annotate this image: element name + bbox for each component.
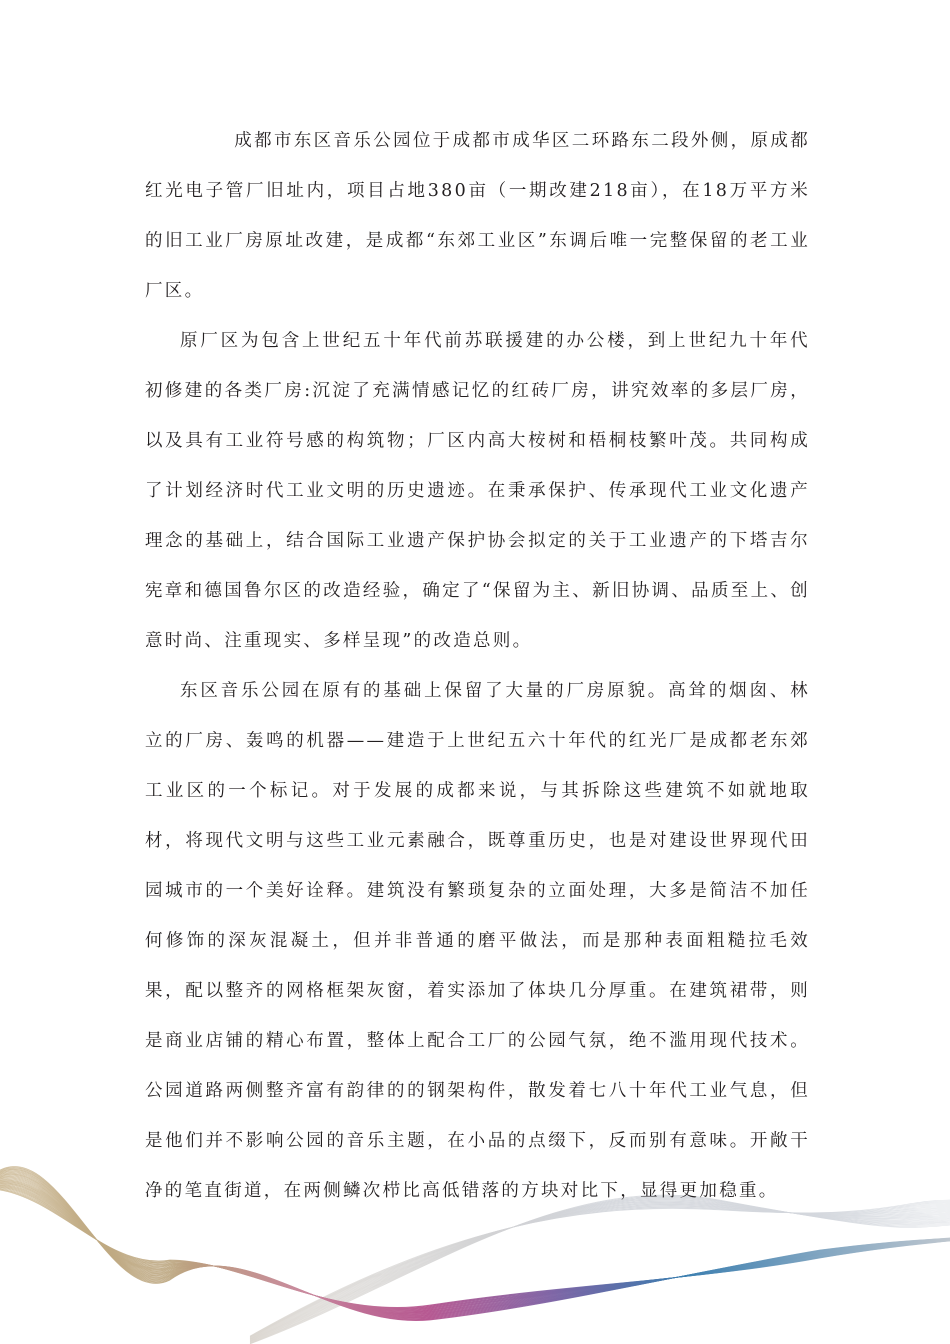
grey-ribbon-line: [250, 1203, 950, 1340]
grey-ribbon-line: [250, 1205, 950, 1339]
paragraph-1: 成都市东区音乐公园位于成都市成华区二环路东二段外侧，原成都红光电子管厂旧址内，项目占地380亩（一期改建218亩），在18万平方米的旧工业厂房原址改建，是成都“东郊工业区”东调后唯一完整保留的老工业厂区。: [145, 131, 810, 301]
grey-ribbon-line: [250, 1204, 950, 1339]
grey-ribbon-line: [250, 1204, 950, 1337]
grey-ribbon-line: [250, 1201, 950, 1340]
grey-ribbon-line: [250, 1205, 950, 1338]
grey-ribbon-line: [250, 1204, 950, 1338]
paragraph-3: 东区音乐公园在原有的基础上保留了大量的厂房原貌。高耸的烟囱、林立的厂房、轰鸣的机器——建造于上世纪五六十年代的红光厂是成都老东郊工业区的一个标记。对于发展的成都来说，与其拆除这些建筑不如就地取材，将现代文明与这些工业元素融合，既尊重历史，也是对建设世界现代田园城市的一个美好诠释。建筑没有繁琐复杂的立面处理，大多是简洁不加任何修饰的深灰混凝土，但并非普通的磨平做法，而是那种表面粗糙拉毛效果，配以整齐的网格框架灰窗，着实添加了体块几分厚重。在建筑裙带，则是商业店铺的精心布置，整体上配合工厂的公园气氛，绝不滥用现代技术。公园道路两侧整齐富有韵律的的钢架构件，散发着七八十年代工业气息，但是他们并不影响公园的音乐主题，在小品的点缀下，反而别有意味。开敞干净的笔直街道，在两侧鳞次栉比高低错落的方块对比下，显得更加稳重。: [145, 681, 810, 1201]
paragraph-2: 原厂区为包含上世纪五十年代前苏联援建的办公楼，到上世纪九十年代初修建的各类厂房:沉淀了充满情感记忆的红砖厂房，讲究效率的多层厂房，以及具有工业符号感的构筑物；厂区内高大桉树和梧桐枝繁叶茂。共同构成了计划经济时代工业文明的历史遗迹。在秉承保护、传承现代工业文化遗产理念的基础上，结合国际工业遗产保护协会拟定的关于工业遗产的下塔吉尔宪章和德国鲁尔区的改造经验，确定了“保留为主、新旧协调、品质至上、创意时尚、注重现实、多样呈现”的改造总则。: [145, 331, 810, 651]
grey-ribbon-line: [250, 1203, 950, 1339]
grey-ribbon-line: [250, 1202, 950, 1337]
grey-ribbon-line: [250, 1203, 950, 1337]
body-text: [145, 116, 810, 1216]
grey-ribbon-lines: [250, 1195, 950, 1344]
grey-ribbon-line: [250, 1202, 950, 1340]
grey-ribbon-line: [250, 1205, 950, 1338]
